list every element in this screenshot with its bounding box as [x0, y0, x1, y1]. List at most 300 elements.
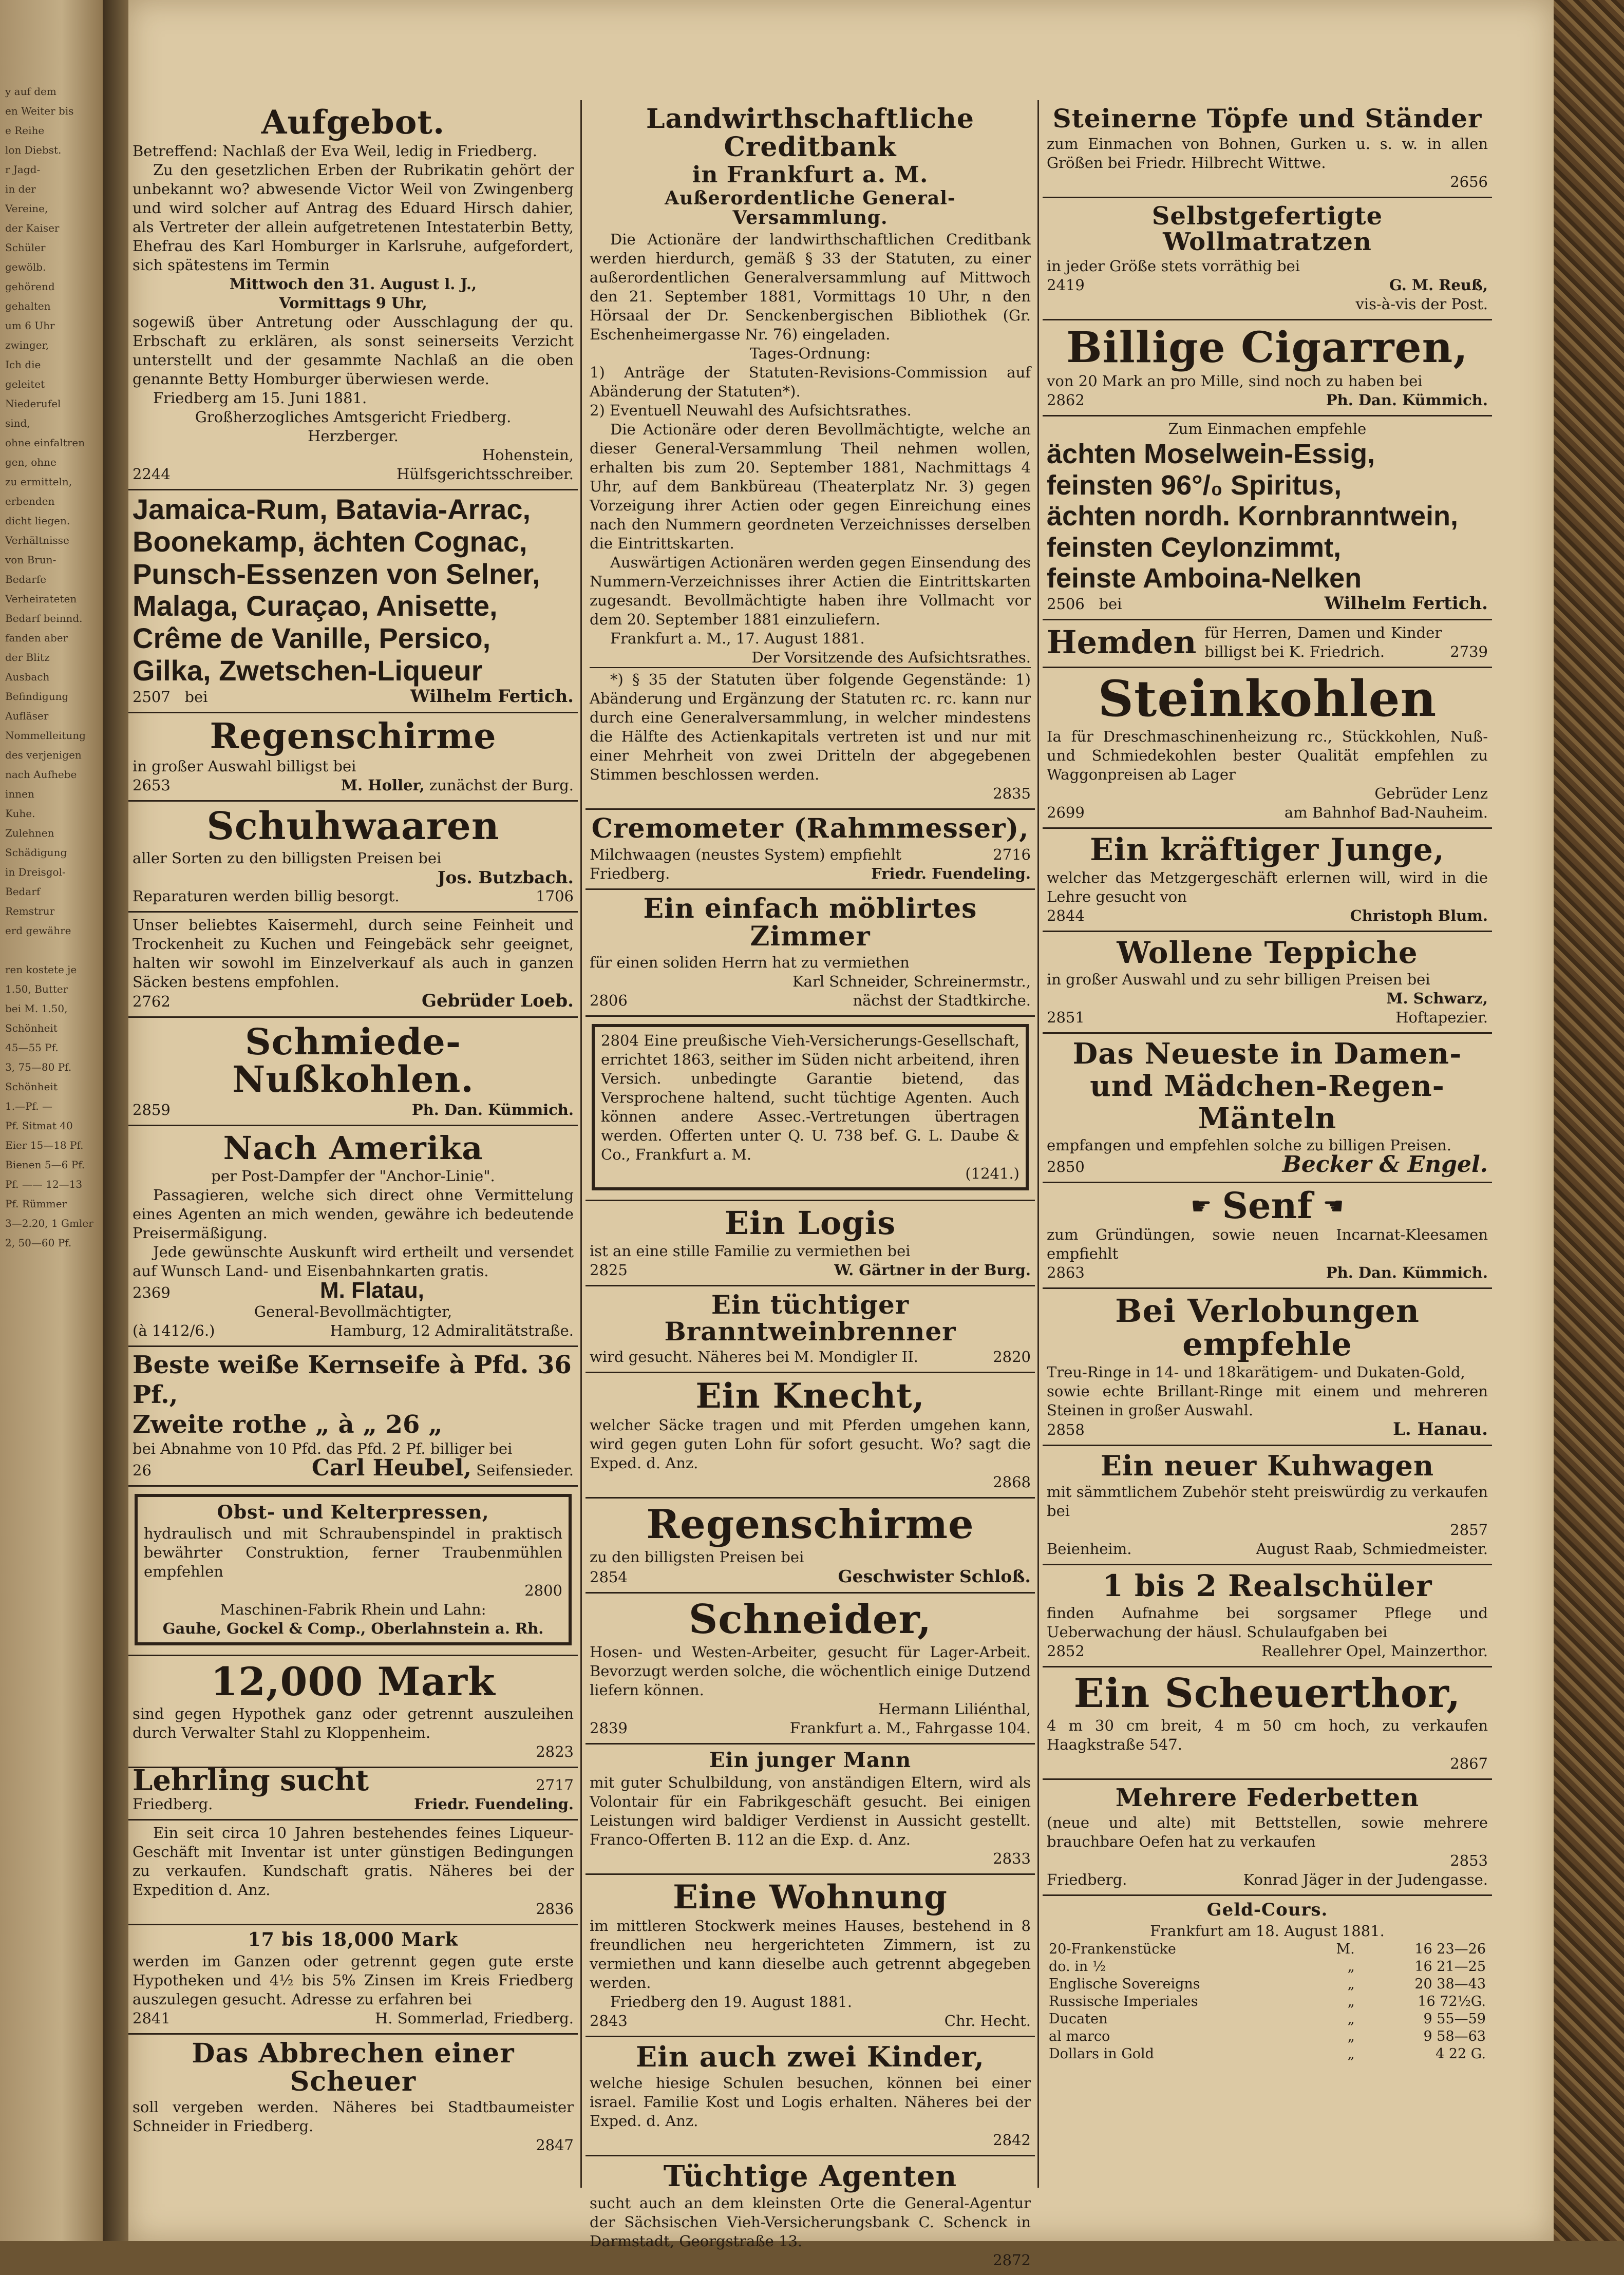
ad-title: Aufgebot. [261, 103, 445, 142]
column-1 [128, 100, 578, 2160]
ad-text: ist an eine stille Familie zu vermiethen bei [590, 1242, 911, 1260]
ad-subtitle: Außerordentliche General-Versammlung. [665, 187, 956, 229]
ad-number: 26 [133, 1461, 152, 1479]
ad-steinkohlen [1043, 668, 1492, 829]
ad-steinerne-toepfe [1043, 100, 1492, 198]
ad-title: Eine Wohnung [673, 1878, 948, 1917]
ad-title: Das Abbrechen einer Scheuer [192, 2038, 515, 2097]
ad-body: hydraulisch und mit Schraubenspindel in praktisch bewährter Construktion, ferner Traubenmühlen empfehlen [144, 1525, 562, 1581]
ad-schuhwaaren [128, 802, 578, 913]
ad-regenmaentel [1043, 1034, 1492, 1183]
ad-seller: Christoph Blum. [1350, 906, 1488, 924]
ad-vieh-versicherung [586, 1017, 1035, 1201]
ad-agent: M. Flatau, [319, 1277, 424, 1303]
ad-address: Frankfurt a. M., Fahrgasse 104. [789, 1719, 1031, 1737]
prev-page-fragment: 3, 75—80 Pf. [5, 1061, 72, 1073]
ad-place: Friedberg. [133, 1795, 213, 1813]
ad-agenda-item: 1) Anträge der Statuten-Revisions-Commission auf Abänderung der Statuten*). [590, 363, 1031, 400]
prev-page-fragment: der Kaiser [5, 222, 60, 234]
ad-title: Steinkohlen [1098, 669, 1437, 728]
ad-body: 4 m 30 cm breit, 4 m 50 cm hoch, zu verkaufen Haagkstraße 547. [1047, 1717, 1488, 1754]
ad-federbetten [1043, 1780, 1492, 1895]
ad-title: Ein Scheuerthor, [1073, 1670, 1461, 1717]
ad-frame [592, 1024, 1029, 1190]
ad-place: Friedberg. [590, 864, 670, 882]
prev-page-fragment: nach Aufhebe [5, 768, 77, 781]
ad-number: 2717 [536, 1776, 574, 1794]
prev-page-fragment: Eier 15—18 Pf. [5, 1139, 84, 1151]
exchange-cell: 16 72½G. [1418, 1993, 1486, 2009]
ad-seller: Carl Heubel, [311, 1454, 471, 1481]
exchange-row [1047, 1993, 1488, 2011]
ad-schneider [586, 1594, 1035, 1745]
ad-title: Ein einfach möblirtes Zimmer [643, 893, 977, 953]
ad-body: zum Einmachen von Bohnen, Gurken u. s. w. in allen Größen bei Friedr. Hilbrecht Wittwe. [1047, 135, 1488, 172]
exchange-cell: „ [1347, 2011, 1355, 2027]
exchange-cell: 16 21—25 [1414, 1958, 1486, 1975]
ad-number: 2836 [536, 1900, 574, 1918]
hand-pointer-icon: ☚ [1323, 1191, 1344, 1220]
ad-number: 2859 [133, 1101, 171, 1118]
ad-body: Ia für Dreschmaschinenheizung rc., Stückkohlen, Nuß- und Schmiedekohlen bester Qualität empfehlen zu Waggonpreisen ab Lager [1047, 727, 1488, 783]
prev-page-fragment: Bedarf beinnd. [5, 612, 83, 624]
ad-scheuer [128, 2035, 578, 2160]
ad-title: Ein kräftiger Junge, [1090, 831, 1445, 868]
ad-seller: Friedr. Fuendeling. [414, 1795, 574, 1813]
ad-number: 2858 [1047, 1420, 1085, 1438]
ad-line: sowie echte Brillant-Ringe mit einem und mehreren Steinen in großer Auswahl. [1047, 1382, 1488, 1419]
ad-number: 2862 [1047, 391, 1085, 409]
book-gutter [103, 0, 128, 2241]
prev-page-fragment: 2, 50—60 Pf. [5, 1237, 72, 1249]
ad-title: Senf [1222, 1184, 1313, 1227]
prev-page-fragment: zwinger, [5, 339, 49, 351]
ad-line: Milchwaagen (neustes System) empfiehlt [590, 845, 902, 863]
prev-page-fragment: Pf. Sitmat 40 [5, 1120, 73, 1132]
ad-title: Regenschirme [646, 1501, 974, 1548]
ad-lehrling [128, 1764, 578, 1821]
ad-seller: M. Schwarz, [1386, 990, 1488, 1008]
exchange-row [1047, 2011, 1488, 2028]
ad-aufgebot [128, 100, 578, 490]
ad-title: und Mädchen-Regen- [1090, 1069, 1445, 1104]
ad-title: Billige Cigarren, [1066, 323, 1468, 373]
ad-realschueler [1043, 1565, 1492, 1667]
ad-body: mit guter Schulbildung, von anständigen Eltern, wird als Volontair für ein Fabrikgeschäft gesucht. Bei einigen Leistungen wird baldiger Verdienst in Aussicht gestellt. Franco-Offerten B. 112 an die Exp. d. Anz. [590, 1773, 1031, 1848]
exchange-cell: Englische Sovereigns [1049, 1976, 1200, 1992]
ad-text: aller Sorten zu den billigsten Preisen bei [133, 849, 442, 867]
ad-body: Zu den gesetzlichen Erben der Rubrikatin gehört der unbekannt wo? abwesende Victor Weil von Zwingenberg und wird solcher auf Antrag des Eduard Hirsch dahier, als Vertreter der allein aufgetretenen Intestaterbin Betty, Ehefrau des Karl Homburger in Karlsruhe, aufgefordert, sich spätestens im Termin [133, 161, 574, 274]
ad-number: 2852 [1047, 1642, 1085, 1660]
ad-seller: August Raab, Schmiedmeister. [1256, 1540, 1488, 1558]
ad-verlobungen [1043, 1289, 1492, 1446]
ad-number: 2823 [536, 1743, 574, 1761]
ad-branntweinbrenner [586, 1286, 1035, 1373]
exchange-row [1047, 2045, 1488, 2063]
ad-number: 2854 [590, 1568, 628, 1586]
ad-title: Nach Amerika [223, 1129, 483, 1167]
ad-text: in großer Auswahl billigst bei [133, 757, 356, 775]
ad-number: 2842 [993, 2131, 1031, 2149]
prev-page-fragment: ren kostete je [5, 963, 77, 976]
ad-list-line: ächten Moselwein-Essig, [1047, 439, 1375, 470]
ad-agenda-title: Tages-Ordnung: [749, 344, 871, 362]
ad-kernseife [128, 1347, 578, 1487]
prev-page-fragment: dicht liegen. [5, 515, 70, 527]
ad-number: 2857 [1450, 1521, 1488, 1539]
prev-page-fragment: gehalten [5, 300, 51, 312]
ad-line: Beste weiße Kernseife à Pfd. 36 Pf., [133, 1350, 572, 1409]
ad-kraeftiger-junge [1043, 829, 1492, 932]
prev-page-fragment: in der [5, 183, 36, 195]
ad-number: 2833 [993, 1849, 1031, 1867]
ad-kinder [586, 2037, 1035, 2156]
prev-page-fragment: Pf. —— 12—13 [5, 1178, 83, 1190]
exchange-cell: „ [1347, 2028, 1355, 2044]
ad-title: Ein tüchtiger Branntweinbrenner [664, 1289, 956, 1347]
geld-cours [1043, 1896, 1492, 2068]
ad-number: 2507 [133, 688, 171, 706]
ad-title: Selbstgefertigte Wollmatratzen [1151, 201, 1383, 256]
exchange-cell: Ducaten [1049, 2011, 1108, 2027]
prev-page-fragment: Schüler [5, 241, 46, 254]
ad-kuhwagen [1043, 1446, 1492, 1565]
ad-list-line: Punsch-Essenzen von Selner, [133, 557, 540, 590]
ad-hemden [1043, 620, 1492, 668]
ad-body: Ein seit circa 10 Jahren bestehendes feines Liqueur-Geschäft mit Inventar ist unter günstigen Bedingungen zu verkaufen. Kundschaft gratis. Näheres bei der Expedition d. Anz. [133, 1824, 574, 1899]
ad-address: Hamburg, 12 Admiralitätstraße. [330, 1321, 574, 1339]
ad-ref: (à 1412/6.) [133, 1321, 215, 1339]
ad-seller: G. M. Reuß, [1389, 276, 1488, 294]
prev-page-fragment: Aufläser [5, 710, 49, 722]
ad-title: Ein junger Mann [709, 1748, 912, 1772]
prev-page-fragment: r Jagd- [5, 163, 41, 176]
prev-page-fragment: Bedarf [5, 885, 41, 898]
ad-cigarren [1043, 320, 1492, 416]
ad-text: in jeder Größe stets vorräthig bei [1047, 257, 1300, 275]
ad-number: 2851 [1047, 1009, 1085, 1027]
ad-body: welcher Säcke tragen und mit Pferden umgehen kann, wird gegen guten Lohn für sofort gesucht. Wo? sagt die Exped. d. Anz. [590, 1416, 1031, 1472]
ad-title: Cremometer (Rahmmesser), [591, 812, 1029, 844]
ad-number: 2843 [590, 2012, 628, 2030]
prev-page-fragment: des verjenigen [5, 749, 82, 761]
exchange-cell: Russische Imperiales [1049, 1993, 1198, 2009]
column-rule [1037, 100, 1039, 2188]
ad-number: 2739 [1450, 642, 1488, 660]
ad-seller: W. Gärtner in der Burg. [834, 1261, 1031, 1279]
ad-title: Lehrling sucht [133, 1764, 369, 1798]
prev-page-fragment: um 6 Uhr [5, 319, 55, 332]
ad-wohnung [586, 1875, 1035, 2037]
ad-seller: Karl Schneider, Schreinermstr., [792, 972, 1031, 990]
ad-moselwein-essig [1043, 416, 1492, 620]
ad-signer: Der Vorsitzende des Aufsichtsrathes. [751, 648, 1031, 666]
ad-number: 2820 [993, 1348, 1031, 1366]
ad-logis [586, 1201, 1035, 1286]
ad-title: Regenschirme [210, 715, 497, 757]
prev-page-fragment: Vereine, [5, 202, 48, 215]
ad-seller: Gebrüder Loeb. [421, 990, 574, 1011]
ad-subject: Betreffend: Nachlaß der Eva Weil, ledig in Friedberg. [133, 142, 537, 160]
exchange-cell: 20-Frankenstücke [1049, 1941, 1176, 1957]
ad-seller: Jos. Butzbach. [437, 867, 574, 887]
ad-address: am Bahnhof Bad-Nauheim. [1284, 803, 1488, 821]
ad-date: Friedberg den 19. August 1881. [610, 1993, 852, 2011]
ad-schmiede-nusskohlen [128, 1018, 578, 1126]
ad-body: zum Gründüngen, sowie neuen Incarnat-Kleesamen empfiehlt [1047, 1225, 1488, 1262]
ad-title: Bei Verlobungen empfehle [1115, 1292, 1420, 1363]
prev-page-fragment: erd gewähre [5, 924, 71, 937]
ad-list [133, 494, 574, 687]
previous-page-edge [0, 0, 103, 2241]
ad-zimmer [586, 890, 1035, 1017]
ad-seller: Ph. Dan. Kümmich. [1326, 391, 1488, 409]
ad-list-line: Gilka, Zwetschen-Liqueur [133, 654, 483, 687]
exchange-row [1047, 1941, 1488, 1958]
ad-body: sucht auch an dem kleinsten Orte die General-Agentur der Sächsischen Vieh-Versicherungsbank C. Schenck in Darmstadt, Georgstraße 13. [590, 2194, 1031, 2250]
ad-title: 12,000 Mark [211, 1659, 496, 1705]
ad-seller: Ph. Dan. Kümmich. [1326, 1263, 1488, 1281]
ad-line: Treu-Ringe in 14- und 18karätigem- und Dukaten-Gold, [1047, 1363, 1465, 1381]
ad-term: Mittwoch den 31. August l. J., [229, 275, 477, 293]
ad-number: 2506 [1047, 595, 1085, 613]
ad-seller: Hermann Liliénthal, [878, 1700, 1031, 1718]
ad-number: 2656 [1450, 173, 1488, 191]
ad-date: Friedberg am 15. Juni 1881. [153, 389, 367, 407]
ad-signer-title: Hülfsgerichtsschreiber. [396, 465, 574, 483]
ad-seller: Reallehrer Opel, Mainzerthor. [1261, 1642, 1488, 1660]
prev-page-fragment: Zulehnen [5, 827, 54, 839]
ad-title: 17 bis 18,000 Mark [248, 1929, 459, 1951]
ad-seller: Konrad Jäger in der Judengasse. [1243, 1870, 1488, 1888]
ad-number: 2841 [133, 2009, 171, 2027]
prev-page-fragment: gen, ohne [5, 456, 56, 468]
ad-body: Die Actionäre der landwirthschaftlichen Creditbank werden hierdurch, gemäß § 33 der Statuten, zu einer außerordentlichen Generalversammlung auf Mittwoch den 21. September 1881, Vormittags 10 Uhr, n den Hörsaal der Dr. Senckenbergischen Bibliothek (Gr. Eschenheimergasse Nr. 76) eingeladen. [590, 230, 1031, 343]
ad-number: 2863 [1047, 1263, 1085, 1281]
ad-seller: Friedr. Fuendeling. [871, 864, 1031, 882]
ad-title: Tüchtige Agenten [663, 2159, 957, 2193]
ad-body: Hosen- und Westen-Arbeiter, gesucht für Lager-Arbeit. Bevorzugt werden solche, die wöchentlich einige Dutzend liefern können. [590, 1643, 1031, 1699]
ad-text: für Herren, Damen und Kinder billigst bei K. Friedrich. [1204, 623, 1442, 660]
exchange-table [1047, 1941, 1488, 2063]
ad-title: Obst- und Kelterpressen, [217, 1501, 489, 1523]
prev-page-fragment: 1.50, Butter [5, 983, 68, 995]
exchange-cell: „ [1347, 1958, 1355, 1975]
ad-seller: Chr. Hecht. [944, 2012, 1031, 2030]
ad-title: Schneider, [688, 1596, 932, 1643]
ad-title: Ein auch zwei Kinder, [636, 2040, 985, 2074]
ad-list-line: Boonekamp, ächten Cognac, [133, 525, 527, 558]
prev-page-fragment: Ich die [5, 358, 41, 371]
ad-nach-amerika [128, 1126, 578, 1347]
ad-number: 2868 [993, 1473, 1031, 1491]
exchange-cell: Dollars in Gold [1049, 2045, 1154, 2062]
exchange-cell: „ [1347, 2045, 1355, 2062]
prev-page-fragment: gewölb. [5, 261, 46, 273]
prev-page-fragment: Bienen 5—6 Pf. [5, 1159, 85, 1171]
ad-term: Vormittags 9 Uhr, [279, 294, 427, 312]
ad-body: Auswärtigen Actionären werden gegen Einsendung des Nummern-Verzeichnisses ihrer Actien die Eintrittskarten zugesandt. Bevollmächtigte haben ihre Vollmacht vor dem 20. September 1881 einzuliefern. [590, 553, 1031, 628]
ad-date: Frankfurt am 18. August 1881. [1150, 1922, 1385, 1940]
ad-number: 2839 [590, 1719, 628, 1737]
prev-page-fragment: bei M. 1.50, [5, 1002, 68, 1015]
ad-number: 2716 [993, 845, 1031, 863]
ad-court: Großherzogliches Amtsgericht Friedberg. [195, 408, 512, 426]
ad-knecht [586, 1373, 1035, 1499]
ad-footnote: *) § 35 der Statuten über folgende Gegenstände: 1) Abänderung und Ergänzung der Statuten rc. rc. kann nur durch eine Generalversammlung, in welcher mindestens die Hälfte des Actienkapitals vertreten ist und nur mit einer Mehrheit von zwei Dritteln der abgegebenen Stimmen beschlossen werden. [590, 667, 1031, 784]
exchange-row [1047, 1958, 1488, 1976]
ad-list-line: ächten nordh. Kornbranntwein, [1047, 501, 1459, 532]
prev-page-fragment: geleitet [5, 378, 45, 390]
ad-number: 2762 [133, 992, 171, 1010]
prev-page-fragment: Pf. Rümmer [5, 1198, 67, 1210]
ad-body: soll vergeben werden. Näheres bei Stadtbaumeister Schneider in Friedberg. [133, 2098, 574, 2135]
ad-title: Steinerne Töpfe und Ständer [1052, 103, 1482, 134]
ad-bei: bei [184, 688, 208, 706]
ad-agenda-item: 2) Eventuell Neuwahl des Aufsichtsrathes. [590, 401, 912, 419]
ad-obstpressen [128, 1487, 578, 1657]
prev-page-fragment: von Brun- [5, 554, 56, 566]
ad-text: wird gesucht. Näheres bei M. Mondigler II. [590, 1348, 918, 1366]
ad-number: 2853 [1450, 1851, 1488, 1869]
column-rule [580, 100, 582, 2188]
ad-wollene-teppiche [1043, 932, 1492, 1034]
exchange-cell: „ [1347, 1976, 1355, 1992]
ad-text: für einen soliden Herrn hat zu vermiethen [590, 953, 910, 971]
ad-body: werden im Ganzen oder getrennt gegen gute erste Hypotheken und 4½ bis 5% Zinsen im Kreis Friedberg auszulegen gesucht. Adresse zu erfahren bei [133, 1952, 574, 2008]
ad-number: 2653 [133, 776, 171, 794]
ad-seller: Ph. Dan. Kümmich. [411, 1101, 574, 1118]
ad-body: (neue und alte) mit Bettstellen, sowie mehrere brauchbare Oefen hat zu verkaufen [1047, 1813, 1488, 1850]
ad-ref: (1241.) [965, 1164, 1019, 1182]
ad-seller: Geschwister Schloß. [838, 1566, 1031, 1587]
ad-list-line: feinsten 96°/₀ Spiritus, [1047, 469, 1342, 501]
ad-body: mit sämmtlichem Zubehör steht preiswürdig zu verkaufen bei [1047, 1483, 1488, 1520]
ad-agent-title: General-Bevollmächtigter, [254, 1302, 452, 1320]
ad-seller: Becker & Engel. [1282, 1151, 1488, 1178]
ad-hypotheken [128, 1925, 578, 2035]
prev-page-fragment: der Blitz [5, 651, 50, 663]
ad-title: Geld-Cours. [1206, 1899, 1328, 1920]
ad-regenschirme-2 [586, 1499, 1035, 1594]
exchange-cell: M. [1336, 1941, 1355, 1957]
ad-body: Unser beliebtes Kaisermehl, durch seine Feinheit und Trockenheit zu Kuchen und Feingebäck sehr geeignet, halten wir sowohl im Einzelverkauf als auch in ganzen Säcken bestens empfohlen. [133, 916, 574, 991]
ad-title: Landwirthschaftliche Creditbank [646, 103, 975, 163]
ad-number: 2419 [1047, 276, 1085, 294]
prev-page-fragment: 3—2.20, 1 Gmler [5, 1217, 93, 1229]
prev-page-fragment: 1.—Pf. — [5, 1100, 52, 1112]
ad-body: welcher das Metzgergeschäft erlernen will, wird in die Lehre gesucht von [1047, 868, 1488, 905]
ad-number: 2369 [133, 1283, 171, 1301]
ad-title: Mänteln [1198, 1102, 1337, 1135]
prev-page-fragment: Bedarfe [5, 573, 47, 585]
prev-page-fragment: Kuhe. [5, 807, 35, 820]
ad-place: Beienheim. [1047, 1540, 1132, 1558]
ad-place: Friedberg. [1047, 1870, 1127, 1888]
ad-seller: Hoftapezier. [1395, 1009, 1488, 1027]
prev-page-fragment: in Dreisgol- [5, 866, 66, 878]
ad-number: 1706 [536, 887, 574, 905]
ad-seller: M. Holler, [341, 776, 425, 794]
ad-seller-suffix: zunächst der Burg. [429, 776, 574, 794]
ad-seller: nächst der Stadtkirche. [853, 991, 1031, 1009]
prev-page-fragment: sind, [5, 417, 30, 429]
ad-title: in Frankfurt a. M. [692, 162, 929, 188]
prev-page-fragment: e Reihe [5, 124, 45, 137]
ad-seller-suffix: Seifensieder. [476, 1461, 574, 1479]
prev-page-fragment: Befindigung [5, 690, 69, 703]
prev-page-fragment: ohne einfaltren [5, 437, 85, 449]
ad-text: von 20 Mark an pro Mille, sind noch zu haben bei [1047, 372, 1423, 390]
ad-title: Ein neuer Kuhwagen [1100, 1449, 1434, 1482]
ad-list-line: Malaga, Curaçao, Anisette, [133, 590, 498, 622]
ad-number: 2872 [993, 2251, 1031, 2269]
prev-page-fragment: innen [5, 788, 34, 800]
ad-title: Das Neueste in Damen- [1072, 1037, 1462, 1071]
ad-title: Ein Logis [724, 1204, 896, 1242]
ad-regenschirme [128, 713, 578, 802]
ad-number: 2699 [1047, 803, 1085, 821]
ad-list-line: feinsten Ceylonzimmt, [1047, 532, 1342, 563]
ad-repair: Reparaturen werden billig besorgt. [133, 887, 400, 905]
ad-list-line: feinste Amboina-Nelken [1047, 563, 1362, 594]
ad-scheuerthor [1043, 1667, 1492, 1780]
ad-body: sogewiß über Antretung oder Ausschlagung der qu. Erbschaft zu erklären, als sonst seinerseits Verzicht unterstellt und der gesammte Nachlaß an die oben genannte Betty Homburger überwiesen werde. [133, 313, 574, 388]
exchange-cell: „ [1347, 1993, 1355, 2009]
ad-jamaica-rum [128, 490, 578, 713]
ad-cremometer [586, 810, 1035, 890]
prev-page-fragment: lon Diebst. [5, 144, 62, 156]
ad-body: finden Aufnahme bei sorgsamer Pflege und Ueberwachung der häusl. Schulaufgaben bei [1047, 1604, 1488, 1641]
exchange-cell: 16 23—26 [1414, 1941, 1486, 1957]
exchange-cell: 9 55—59 [1423, 2011, 1486, 2027]
prev-page-fragment: erbenden [5, 495, 55, 507]
ad-title: Hemden [1047, 623, 1197, 661]
ad-title: Mehrere Federbetten [1115, 1784, 1420, 1813]
prev-page-fragment: Remstrur [5, 905, 55, 917]
ad-seller: L. Hanau. [1392, 1418, 1488, 1439]
ad-number: 2867 [1450, 1755, 1488, 1773]
ad-number: 2847 [536, 2136, 574, 2154]
ad-junger-mann [586, 1745, 1035, 1875]
prev-page-fragment: gehörend [5, 280, 55, 293]
prev-page-fragment: Schönheit [5, 1022, 58, 1034]
ad-line: per Post-Dampfer der "Anchor-Linie". [211, 1167, 495, 1185]
column-2 [586, 100, 1035, 2275]
ad-date: Frankfurt a. M., 17. August 1881. [610, 629, 865, 647]
exchange-cell: al marco [1049, 2028, 1110, 2044]
prev-page-fragment: Schädigung [5, 846, 67, 859]
ad-wollmatratzen [1043, 198, 1492, 321]
ad-body: welche hiesige Schulen besuchen, können bei einer israel. Familie Kost und Logis erhalten. Näheres bei der Exped. d. Anz. [590, 2074, 1031, 2130]
ad-title: Schuhwaaren [206, 804, 500, 848]
ad-text: zu den billigsten Preisen bei [590, 1548, 804, 1566]
prev-page-fragment: Verhältnisse [5, 534, 69, 546]
prev-page-fragment: Niederufel [5, 397, 61, 410]
ad-body: Jede gewünschte Auskunft wird ertheilt und versendet auf Wunsch Land- und Eisenbahnkarten gratis. [133, 1243, 574, 1280]
prev-page-fragment: Ausbach [5, 671, 50, 683]
exchange-cell: 9 58—63 [1423, 2028, 1486, 2044]
ad-body: Passagieren, welche sich direct ohne Vermittelung eines Agenten an mich wenden, gewähre ich bedeutende Preisermäßigung. [133, 1186, 574, 1242]
exchange-row [1047, 2028, 1488, 2045]
book-edge [1554, 0, 1624, 2241]
ad-kaisermehl [128, 913, 578, 1018]
ad-bei: bei [1099, 595, 1122, 613]
prev-page-fragment: fanden aber [5, 632, 68, 644]
ad-list-line: Crême de Vanille, Persico, [133, 622, 491, 655]
prev-page-fragment: Verheirateten [5, 593, 77, 605]
ad-seller: vis-à-vis der Post. [1355, 295, 1488, 313]
